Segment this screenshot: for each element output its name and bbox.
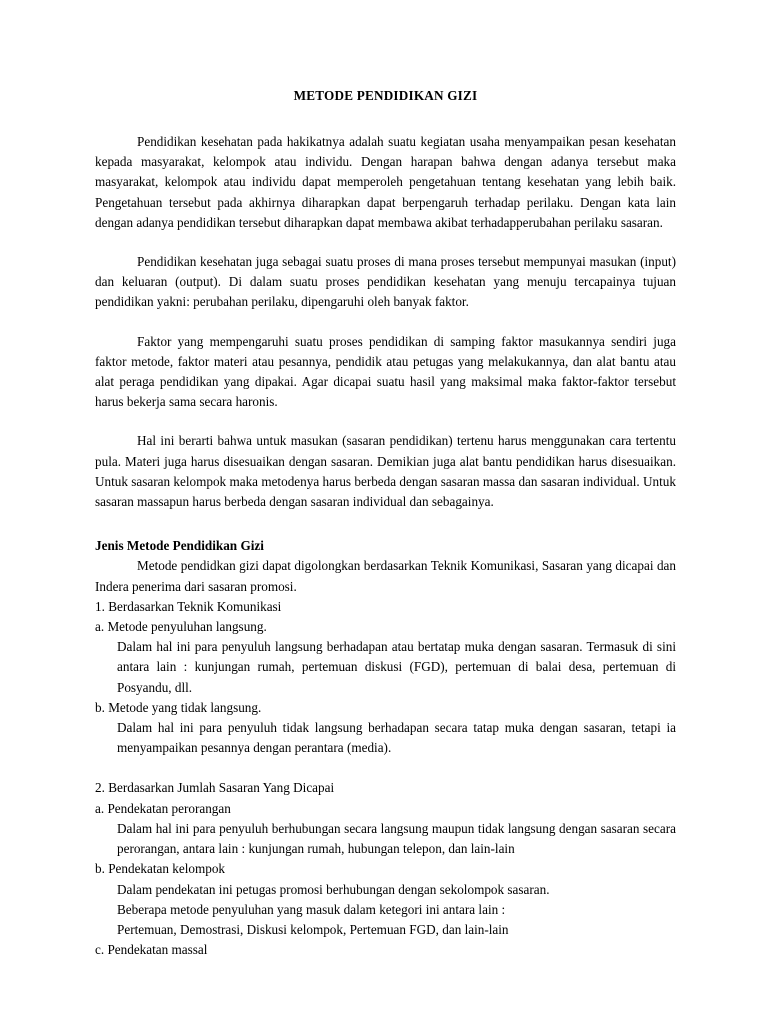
list-item-1a-body: Dalam hal ini para penyuluh langsung berhadapan atau bertatap muka dengan sasaran. Termasuk di sini antara lain : kunjungan rumah, pertemuan diskusi (FGD), pertemuan di balai desa, pertemuan di Posyandu, dll.	[117, 639, 676, 695]
list-item-2b-body-line-1: Dalam pendekatan ini petugas promosi berhubungan dengan sekolompok sasaran.	[117, 881, 550, 897]
list-item-2a-body: Dalam hal ini para penyuluh berhubungan secara langsung maupun tidak langsung dengan sasaran secara perorangan, antara lain : kunjungan rumah, hubungan telepon, dan lain-lain	[117, 820, 676, 857]
section-intro-text: Metode pendidkan gizi dapat digolongkan berdasarkan Teknik Komunikasi, Sasaran yang dicapai dan Indera penerima dari sasaran promosi.	[95, 558, 676, 594]
list-item-2a-label: a. Pendekatan perorangan	[95, 800, 231, 816]
list-item-1b-body: Dalam hal ini para penyuluh tidak langsung berhadapan secara tatap muka dengan sasaran, tetapi ia menyampaikan pesannya dengan perantara (media).	[117, 720, 676, 756]
paragraph-4: Hal ini berarti bahwa untuk masukan (sasaran pendidikan) tertenu harus menggunakan cara tertentu pula. Materi juga harus disesuaikan dengan sasaran. Demikian juga alat bantu pendidikan harus disesuaikan. Untuk sasaran kelompok maka metodenya harus berbeda dengan sasaran massa dan sasaran individual. Untuk sasaran massapun harus berbeda dengan sasaran individual dan sebagainya.	[95, 433, 676, 510]
list-heading-2: 2. Berdasarkan Jumlah Sasaran Yang Dicapai	[95, 780, 335, 796]
list-item-1a-label: a. Metode penyuluhan langsung.	[95, 619, 267, 635]
paragraph-2: Pendidikan kesehatan juga sebagai suatu proses di mana proses tersebut mempunyai masukan (input) dan keluaran (output). Di dalam suatu proses pendidikan kesehatan yang menuju tercapainya tujuan pendidikan yakni: perubahan perilaku, dipengaruhi oleh banyak faktor.	[95, 254, 676, 310]
list-item-2b-body-line-2: Beberapa metode penyuluhan yang masuk dalam ketegori ini antara lain :	[117, 901, 506, 917]
page-title: METODE PENDIDIKAN GIZI	[293, 88, 478, 103]
list-item-1b-label: b. Metode yang tidak langsung.	[95, 699, 262, 715]
list-item-2c-label: c. Pendekatan massal	[95, 942, 208, 958]
paragraph-3: Faktor yang mempengaruhi suatu proses pendidikan di samping faktor masukannya sendiri juga faktor metode, faktor materi atau pesannya, pendidik atau petugas yang melakukannya, dan alat bantu atau alat peraga pendidikan yang dipakai. Agar dicapai suatu hasil yang maksimal maka faktor-faktor tersebut harus bekerja sama secara haronis.	[95, 333, 676, 410]
section-heading-jenis-metode: Jenis Metode Pendidikan Gizi	[95, 538, 264, 554]
list-item-2b-label: b. Pendekatan kelompok	[95, 861, 226, 877]
document-content	[95, 0, 676, 960]
list-heading-1: 1. Berdasarkan Teknik Komunikasi	[95, 598, 282, 614]
paragraph-1: Pendidikan kesehatan pada hakikatnya adalah suatu kegiatan usaha menyampaikan pesan kesehatan kepada masyarakat, kelompok atau individu. Dengan harapan bahwa dengan adanya tersebut maka masyarakat, kelompok atau individu dapat memperoleh pengetahuan tentang kesehatan yang lebih baik. Pengetahuan tersebut pada akhirnya diharapkan dapat berpengaruh terhadap perilaku. Dengan kata lain dengan adanya pendidikan tersebut diharapkan dapat membawa akibat terhadapperubahan perilaku sasaran.	[95, 134, 676, 230]
list-item-2b-body-line-3: Pertemuan, Demostrasi, Diskusi kelompok, Pertemuan FGD, dan lain-lain	[117, 921, 509, 937]
